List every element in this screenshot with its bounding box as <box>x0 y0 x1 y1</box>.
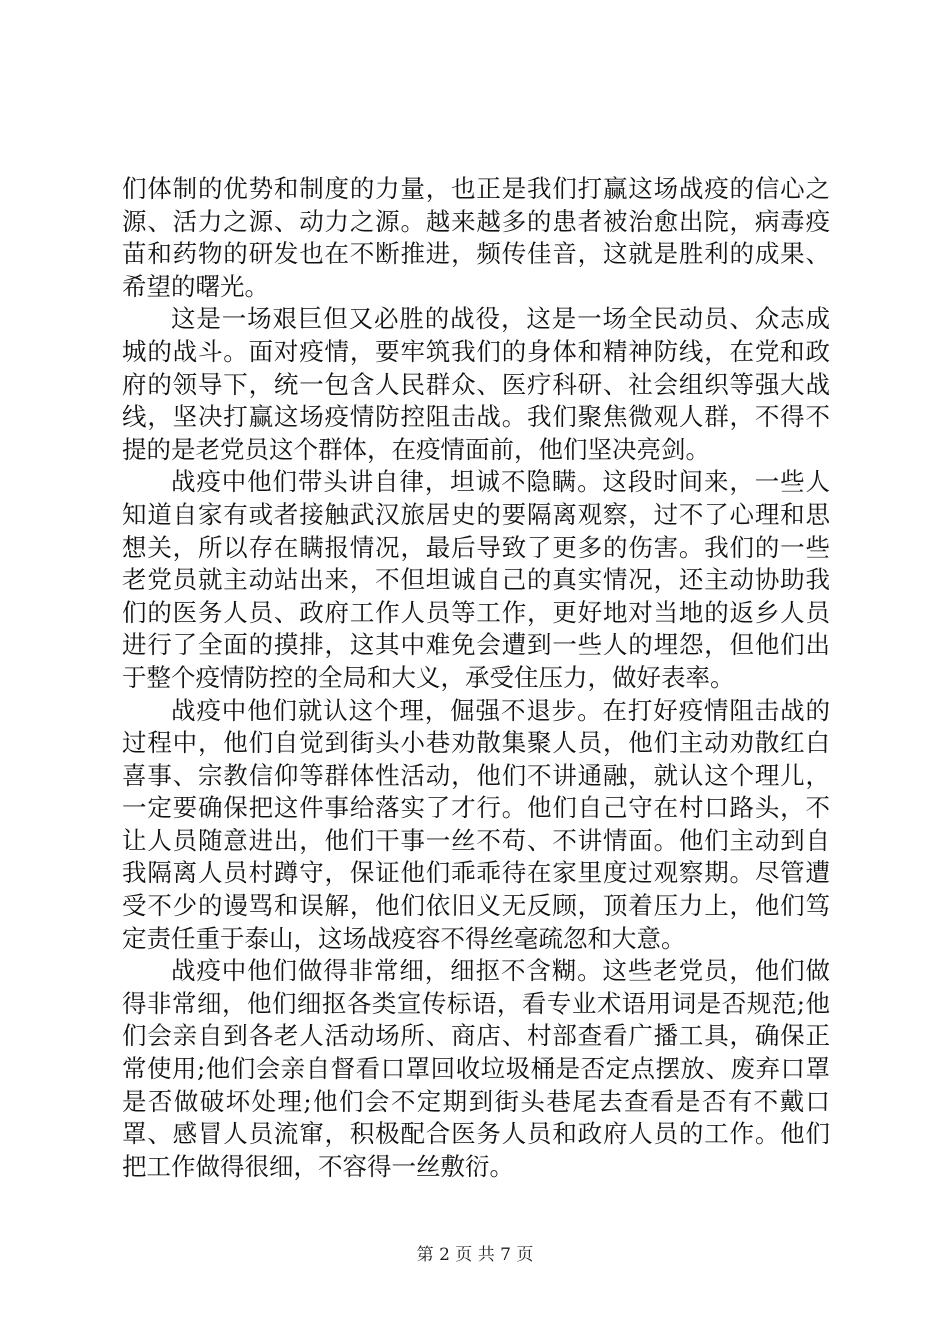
paragraph-3: 战疫中他们带头讲自律，坦诚不隐瞒。这段时间来，一些人知道自家有或者接触武汉旅居史的要隔离观察，过不了心理和思想关，所以存在瞒报情况，最后导致了更多的伤害。我们的一些老党员就主动站出来，不但坦诚自己的真实情况，还主动协助我们的医务人员、政府工作人员等工作，更好地对当地的返乡人员进行了全面的摸排，这其中难免会遭到一些人的埋怨，但他们出于整个疫情防控的全局和大义，承受住压力，做好表率。 <box>122 467 830 692</box>
paragraph-1: 们体制的优势和制度的力量，也正是我们打赢这场战疫的信心之源、活力之源、动力之源。越来越多的患者被治愈出院，病毒疫苗和药物的研发也在不断推进，频传佳音，这就是胜利的成果、希望的曙光。 <box>122 174 830 301</box>
paragraph-2: 这是一场艰巨但又必胜的战役，这是一场全民动员、众志成城的战斗。面对疫情，要牢筑我们的身体和精神防线，在党和政府的领导下，统一包含人民群众、医疗科研、社会组织等强大战线，坚决打赢这场疫情防控阻击战。我们聚焦微观人群，不得不提的是老党员这个群体，在疫情面前，他们坚决亮剑。 <box>122 304 830 464</box>
page-number-footer: 第 2 页 共 7 页 <box>416 1245 534 1265</box>
paragraph-4: 战疫中他们就认这个理，倔强不退步。在打好疫情阻击战的过程中，他们自觉到街头小巷劝散集聚人员，他们主动劝散红白喜事、宗教信仰等群体性活动，他们不讲通融，就认这个理儿，一定要确保把这件事给落实了才行。他们自己守在村口路头，不让人员随意进出，他们干事一丝不苟、不讲情面。他们主动到自我隔离人员村蹲守，保证他们乖乖待在家里度过观察期。尽管遭受不少的谩骂和误解，他们依旧义无反顾，顶着压力上，他们笃定责任重于泰山，这场战疫容不得丝毫疏忽和大意。 <box>122 695 830 953</box>
paragraph-5: 战疫中他们做得非常细，细抠不含糊。这些老党员，他们做得非常细，他们细抠各类宣传标语，看专业术语用词是否规范;他们会亲自到各老人活动场所、商店、村部查看广播工具，确保正常使用;他们会亲自督看口罩回收垃圾桶是否定点摆放、废弃口罩是否做破坏处理;他们会不定期到街头巷尾去查看是否有不戴口罩、感冒人员流窜，积极配合医务人员和政府人员的工作。他们把工作做得很细，不容得一丝敷衍。 <box>122 956 830 1181</box>
document-body <box>122 173 830 1183</box>
